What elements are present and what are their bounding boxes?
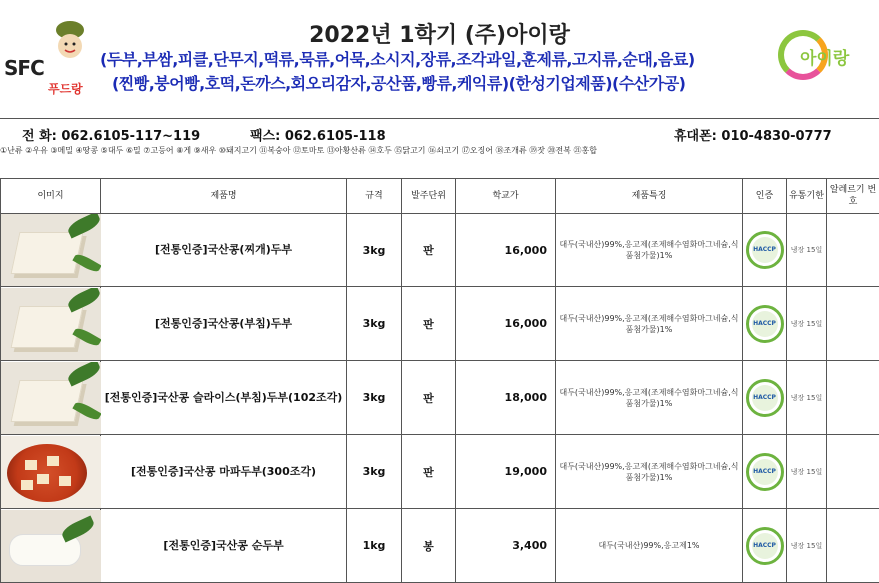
logo-left-text: SFC xyxy=(4,56,44,80)
haccp-icon: HACCP xyxy=(746,379,784,417)
col-shelf: 유통기한 xyxy=(787,179,827,214)
page-title: 2022년 1학기 (주)아이랑 xyxy=(0,18,879,49)
product-feature: 대두(국내산)99%,응고제(조제해수염화마그네슘,식품첨가물)1% xyxy=(556,214,743,287)
tofu-image xyxy=(1,288,101,360)
product-feature: 대두(국내산)99%,응고제1% xyxy=(556,509,743,583)
category-line-1: (두부,부쌈,피클,단무지,떡류,묵류,어묵,소시지,장류,조각과일,훈제류,고지류,순대,음료) xyxy=(100,47,780,70)
product-name: [전통인증]국산콩(부침)두부 xyxy=(101,287,347,361)
col-cert: 인증 xyxy=(743,179,787,214)
product-spec: 1kg xyxy=(347,509,402,583)
mapo-tofu-image xyxy=(1,436,101,508)
col-unit: 발주단위 xyxy=(402,179,456,214)
product-name: [전통인증]국산콩 순두부 xyxy=(101,509,347,583)
tofu-image xyxy=(1,214,101,286)
product-image-cell xyxy=(1,435,101,509)
product-unit: 봉 xyxy=(402,509,456,583)
product-shelf-life: 냉장 15일 xyxy=(787,287,827,361)
product-feature: 대두(국내산)99%,응고제(조제해수염화마그네슘,식품첨가물)1% xyxy=(556,287,743,361)
haccp-icon: HACCP xyxy=(746,527,784,565)
product-spec: 3kg xyxy=(347,287,402,361)
col-name: 제품명 xyxy=(101,179,347,214)
product-spec: 3kg xyxy=(347,361,402,435)
allergen-legend: ①난류 ②우유 ③메밀 ④땅콩 ⑤대두 ⑥밀 ⑦고등어 ⑧게 ⑨새우 ⑩돼지고기 ⑪복숭아 ⑫토마토 ⑬아황산류 ⑭호두 ⑮닭고기 ⑯쇠고기 ⑰오징어 ⑱조개류 ⑲잣 ⑳전복 ㉑홍합 xyxy=(0,146,879,178)
tofu-image xyxy=(1,362,101,434)
table-row xyxy=(1,214,879,287)
product-unit: 판 xyxy=(402,287,456,361)
haccp-icon: HACCP xyxy=(746,453,784,491)
product-image-cell xyxy=(1,509,101,583)
product-image-cell xyxy=(1,361,101,435)
product-allergen xyxy=(827,361,879,435)
product-name: [전통인증]국산콩 마파두부(300조각) xyxy=(101,435,347,509)
cert-cell xyxy=(743,214,787,287)
product-price: 19,000 xyxy=(456,435,556,509)
product-price: 16,000 xyxy=(456,287,556,361)
cert-cell xyxy=(743,287,787,361)
product-shelf-life: 냉장 15일 xyxy=(787,509,827,583)
col-allergen: 알레르기 번호 xyxy=(827,179,879,214)
product-spec: 3kg xyxy=(347,214,402,287)
product-table xyxy=(0,178,879,583)
haccp-icon: HACCP xyxy=(746,231,784,269)
product-name: [전통인증]국산콩(찌개)두부 xyxy=(101,214,347,287)
fax-number: 팩스: 062.6105-118 xyxy=(250,125,386,144)
product-unit: 판 xyxy=(402,214,456,287)
col-spec: 규격 xyxy=(347,179,402,214)
product-unit: 판 xyxy=(402,435,456,509)
product-shelf-life: 냉장 15일 xyxy=(787,435,827,509)
product-price: 18,000 xyxy=(456,361,556,435)
logo-left-sub: 푸드랑 xyxy=(48,80,83,97)
airang-logo xyxy=(770,28,870,86)
product-allergen xyxy=(827,287,879,361)
col-feature: 제품특징 xyxy=(556,179,743,214)
haccp-icon: HACCP xyxy=(746,305,784,343)
cert-cell xyxy=(743,435,787,509)
mobile-number: 휴대폰: 010-4830-0777 xyxy=(674,125,832,144)
product-shelf-life: 냉장 15일 xyxy=(787,214,827,287)
product-allergen xyxy=(827,214,879,287)
product-name: [전통인증]국산콩 슬라이스(부침)두부(102조각) xyxy=(101,361,347,435)
product-spec: 3kg xyxy=(347,435,402,509)
category-line-2: (찐빵,붕어빵,호떡,돈까스,회오리감자,공산품,빵류,케익류)(한성기업제품)(수산가공) xyxy=(112,71,792,94)
soft-tofu-image xyxy=(1,510,101,582)
cert-cell xyxy=(743,361,787,435)
product-price: 16,000 xyxy=(456,214,556,287)
table-row xyxy=(1,509,879,583)
product-shelf-life: 냉장 15일 xyxy=(787,361,827,435)
phone-number: 전 화: 062.6105-117~119 xyxy=(22,125,200,144)
product-unit: 판 xyxy=(402,361,456,435)
product-allergen xyxy=(827,435,879,509)
product-feature: 대두(국내산)99%,응고제(조제해수염화마그네슘,식품첨가물)1% xyxy=(556,361,743,435)
col-image: 이미지 xyxy=(1,179,101,214)
contact-bar xyxy=(0,119,879,145)
product-price: 3,400 xyxy=(456,509,556,583)
table-row xyxy=(1,287,879,361)
cert-cell xyxy=(743,509,787,583)
product-image-cell xyxy=(1,287,101,361)
table-row xyxy=(1,435,879,509)
product-feature: 대두(국내산)99%,응고제(조제해수염화마그네슘,식품첨가물)1% xyxy=(556,435,743,509)
table-row xyxy=(1,361,879,435)
product-allergen xyxy=(827,509,879,583)
page-header xyxy=(0,0,879,118)
table-header-row xyxy=(1,179,879,214)
col-price: 학교가 xyxy=(456,179,556,214)
product-image-cell xyxy=(1,214,101,287)
logo-right-text: 아이랑 xyxy=(800,44,849,69)
